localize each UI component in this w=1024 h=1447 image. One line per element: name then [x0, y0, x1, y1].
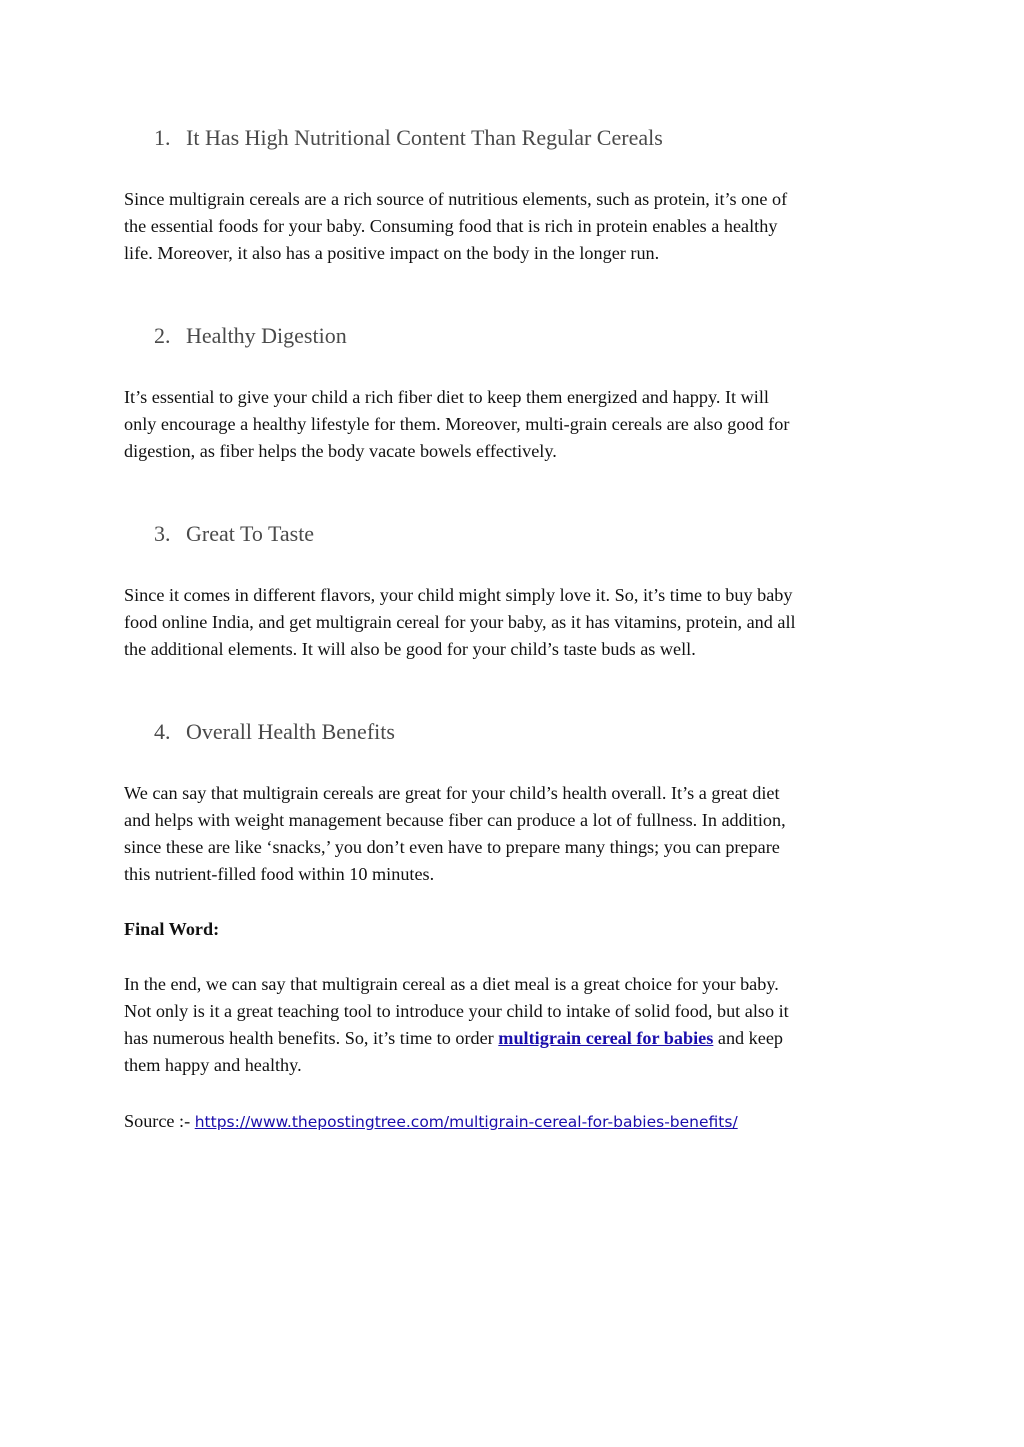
paragraph-line: Not only is it a great teaching tool to introduce your child to intake of solid food, but also it — [124, 1001, 789, 1021]
section-2-number: 2. — [154, 323, 171, 348]
section-2-title: Healthy Digestion — [186, 323, 347, 348]
final-word-heading-block — [124, 916, 904, 943]
paragraph-line: the essential foods for your baby. Consuming food that is rich in protein enables a healthy — [124, 216, 778, 236]
paragraph-line: In the end, we can say that multigrain cereal as a diet meal is a great choice for your baby. — [124, 974, 779, 994]
source-row — [124, 1108, 904, 1136]
paragraph-line — [124, 1025, 904, 1052]
paragraph-line: Since it comes in different flavors, your child might simply love it. So, it’s time to buy baby — [124, 585, 793, 605]
paragraph-line: this nutrient-filled food within 10 minutes. — [124, 864, 435, 884]
paragraph-text: has numerous health benefits. So, it’s time to order — [124, 1028, 499, 1048]
section-4-number: 4. — [154, 719, 171, 744]
source-label: Source :- — [124, 1111, 195, 1131]
paragraph-line: food online India, and get multigrain cereal for your baby, as it has vitamins, protein, and all — [124, 612, 796, 632]
paragraph-line: them happy and healthy. — [124, 1055, 302, 1075]
section-4-title: Overall Health Benefits — [186, 719, 395, 744]
paragraph-line: since these are like ‘snacks,’ you don’t even have to prepare many things; you can prepare — [124, 837, 780, 857]
section-3-number: 3. — [154, 521, 171, 546]
section-1-number: 1. — [154, 125, 171, 150]
paragraph-line: It’s essential to give your child a rich fiber diet to keep them energized and happy. It will — [124, 387, 769, 407]
paragraph-line: life. Moreover, it also has a positive impact on the body in the longer run. — [124, 243, 660, 263]
source-line — [124, 1108, 904, 1136]
paragraph-line: We can say that multigrain cereals are great for your child’s health overall. It’s a great diet — [124, 783, 780, 803]
section-3-heading — [154, 523, 314, 545]
paragraph-line: Since multigrain cereals are a rich source of nutritious elements, such as protein, it’s one of — [124, 189, 788, 209]
section-2-paragraph — [124, 384, 904, 465]
section-1-title: It Has High Nutritional Content Than Regular Cereals — [186, 125, 663, 150]
source-url-link[interactable]: https://www.thepostingtree.com/multigrain-cereal-for-babies-benefits/ — [194, 1113, 738, 1131]
section-1-paragraph — [124, 186, 904, 267]
section-2-heading — [154, 325, 347, 347]
section-3-title: Great To Taste — [186, 521, 315, 546]
paragraph-line: digestion, as fiber helps the body vacate bowels effectively. — [124, 441, 557, 461]
paragraph-line: only encourage a healthy lifestyle for them. Moreover, multi-grain cereals are also good for — [124, 414, 790, 434]
final-word-heading: Final Word: — [124, 919, 220, 939]
final-word-paragraph — [124, 971, 904, 1079]
section-4-heading — [154, 721, 395, 743]
paragraph-text: and keep — [713, 1028, 784, 1048]
section-4-paragraph — [124, 780, 904, 888]
paragraph-line: the additional elements. It will also be good for your child’s taste buds as well. — [124, 639, 696, 659]
paragraph-line: and helps with weight management because fiber can produce a lot of fullness. In addition, — [124, 810, 786, 830]
section-3-paragraph — [124, 582, 904, 663]
section-1-heading — [154, 127, 663, 149]
multigrain-cereal-link[interactable]: multigrain cereal for babies — [498, 1028, 714, 1048]
